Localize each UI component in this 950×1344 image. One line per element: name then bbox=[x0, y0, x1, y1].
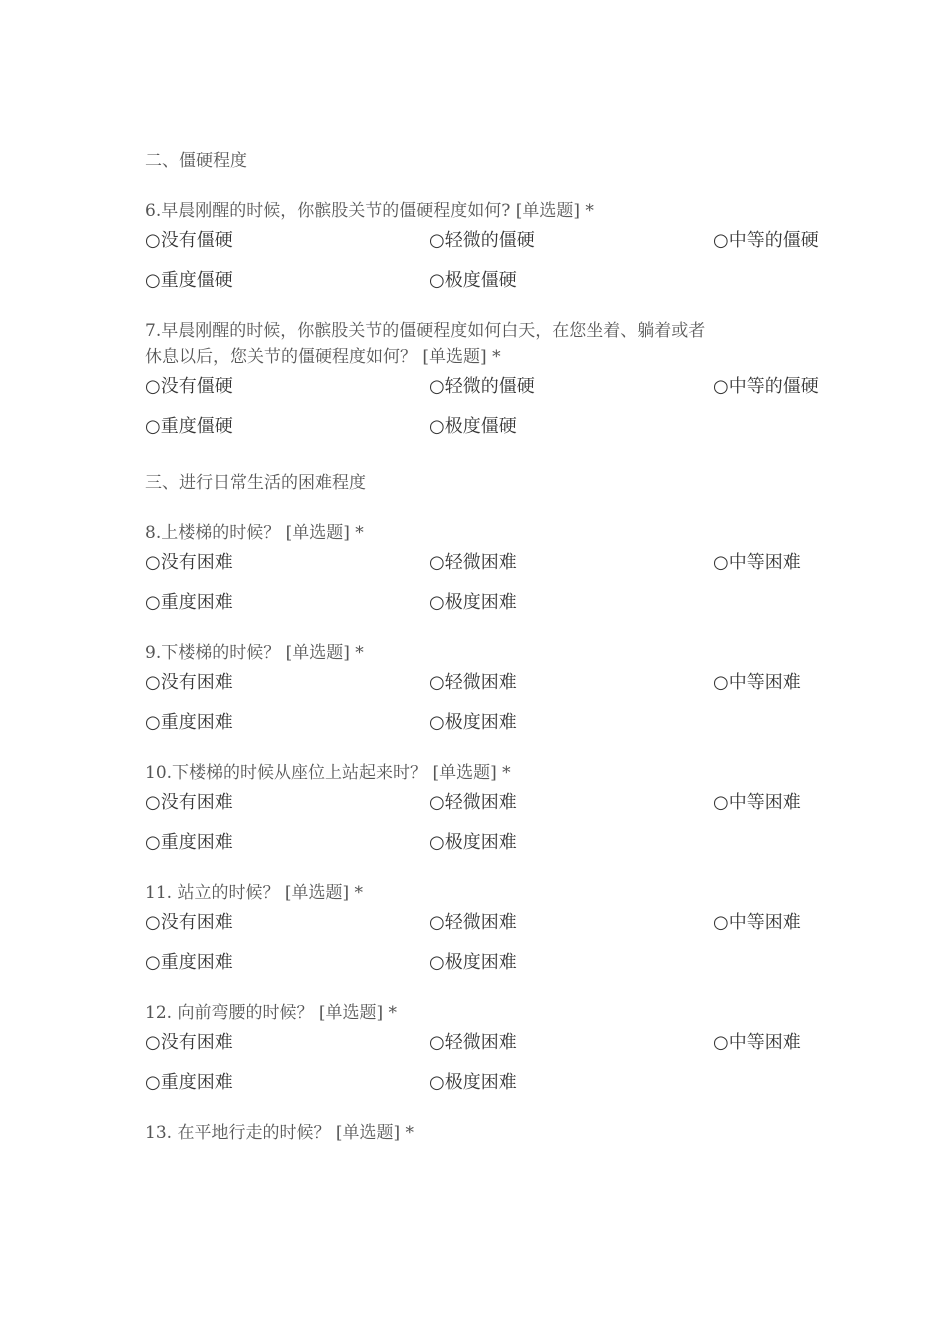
question-9-option[interactable] bbox=[145, 710, 233, 736]
question-11-option-row bbox=[145, 950, 845, 990]
question-12-option[interactable] bbox=[429, 1070, 517, 1096]
question-12-option[interactable] bbox=[145, 1070, 233, 1096]
question-8-option[interactable] bbox=[713, 550, 801, 576]
radio-circle-icon[interactable]: ○ bbox=[429, 376, 445, 397]
radio-circle-icon[interactable]: ○ bbox=[429, 592, 445, 613]
question-10-options bbox=[145, 790, 845, 870]
radio-circle-icon[interactable]: ○ bbox=[713, 672, 729, 693]
question-7-option-row bbox=[145, 374, 845, 414]
radio-circle-icon[interactable]: ○ bbox=[429, 912, 445, 933]
question-12-option[interactable] bbox=[429, 1030, 517, 1056]
option-label: 轻微困难 bbox=[444, 912, 517, 933]
question-12-option[interactable] bbox=[145, 1030, 233, 1056]
radio-circle-icon[interactable]: ○ bbox=[429, 1032, 445, 1053]
question-7-option[interactable] bbox=[429, 414, 517, 440]
question-12-option-row bbox=[145, 1030, 845, 1070]
question-11-options bbox=[145, 910, 845, 990]
radio-circle-icon[interactable]: ○ bbox=[429, 832, 445, 853]
radio-circle-icon[interactable]: ○ bbox=[145, 672, 161, 693]
question-10-option[interactable] bbox=[145, 790, 233, 816]
option-label: 极度困难 bbox=[444, 832, 517, 853]
radio-circle-icon[interactable]: ○ bbox=[429, 712, 445, 733]
option-label: 重度困难 bbox=[160, 592, 233, 613]
radio-circle-icon[interactable]: ○ bbox=[145, 1072, 161, 1093]
question-9-option[interactable] bbox=[713, 670, 801, 696]
radio-circle-icon[interactable]: ○ bbox=[429, 416, 445, 437]
option-label: 没有僵硬 bbox=[160, 230, 233, 251]
question-9-text: 9.下楼梯的时候？ [单选题] * bbox=[145, 643, 364, 663]
radio-circle-icon[interactable]: ○ bbox=[429, 672, 445, 693]
survey-page bbox=[145, 148, 845, 1146]
section-title-difficulty: 三、进行日常生活的困难程度 bbox=[145, 473, 366, 493]
question-9-option-row bbox=[145, 670, 845, 710]
radio-circle-icon[interactable]: ○ bbox=[145, 712, 161, 733]
question-13 bbox=[145, 1120, 845, 1146]
option-label: 没有僵硬 bbox=[160, 376, 233, 397]
question-6-option-row bbox=[145, 268, 845, 308]
question-7-text: 7.早晨刚醒的时候，你髌股关节的僵硬程度如何白天，在您坐着、躺着或者 休息以后，您关节的僵硬程度如何？ [单选题] * bbox=[145, 321, 706, 367]
radio-circle-icon[interactable]: ○ bbox=[713, 792, 729, 813]
question-6-options bbox=[145, 228, 845, 308]
question-11-option[interactable] bbox=[713, 910, 801, 936]
question-7-option[interactable] bbox=[713, 374, 819, 400]
question-12 bbox=[145, 1000, 845, 1110]
question-11-option-row bbox=[145, 910, 845, 950]
radio-circle-icon[interactable]: ○ bbox=[429, 1072, 445, 1093]
question-8-option-row bbox=[145, 590, 845, 630]
radio-circle-icon[interactable]: ○ bbox=[429, 552, 445, 573]
question-6-text: 6.早晨刚醒的时候，你髌股关节的僵硬程度如何? [单选题] * bbox=[145, 201, 594, 221]
question-12-options bbox=[145, 1030, 845, 1110]
radio-circle-icon[interactable]: ○ bbox=[145, 952, 161, 973]
question-8 bbox=[145, 520, 845, 630]
question-9-options bbox=[145, 670, 845, 750]
question-11-option[interactable] bbox=[429, 950, 517, 976]
question-10-option[interactable] bbox=[429, 830, 517, 856]
radio-circle-icon[interactable]: ○ bbox=[145, 1032, 161, 1053]
question-7-option[interactable] bbox=[145, 374, 233, 400]
option-label: 中等困难 bbox=[728, 912, 801, 933]
radio-circle-icon[interactable]: ○ bbox=[145, 912, 161, 933]
question-7-option[interactable] bbox=[429, 374, 535, 400]
option-label: 极度困难 bbox=[444, 712, 517, 733]
question-11-option[interactable] bbox=[145, 950, 233, 976]
radio-circle-icon[interactable]: ○ bbox=[145, 592, 161, 613]
option-label: 中等困难 bbox=[728, 672, 801, 693]
radio-circle-icon[interactable]: ○ bbox=[713, 1032, 729, 1053]
radio-circle-icon[interactable]: ○ bbox=[145, 832, 161, 853]
question-6-option[interactable] bbox=[145, 268, 233, 294]
option-label: 极度困难 bbox=[444, 952, 517, 973]
question-10-option[interactable] bbox=[713, 790, 801, 816]
question-8-option[interactable] bbox=[429, 590, 517, 616]
option-label: 轻微困难 bbox=[444, 792, 517, 813]
radio-circle-icon[interactable]: ○ bbox=[429, 792, 445, 813]
question-12-text: 12. 向前弯腰的时候？ [单选题] * bbox=[145, 1003, 398, 1023]
radio-circle-icon[interactable]: ○ bbox=[429, 952, 445, 973]
question-11-option[interactable] bbox=[145, 910, 233, 936]
radio-circle-icon[interactable]: ○ bbox=[713, 230, 729, 251]
option-label: 中等的僵硬 bbox=[728, 230, 819, 251]
option-label: 中等困难 bbox=[728, 1032, 801, 1053]
option-label: 轻微的僵硬 bbox=[444, 376, 535, 397]
radio-circle-icon[interactable]: ○ bbox=[145, 552, 161, 573]
question-10-option-row bbox=[145, 830, 845, 870]
option-label: 没有困难 bbox=[160, 792, 233, 813]
question-10-option[interactable] bbox=[145, 830, 233, 856]
option-label: 没有困难 bbox=[160, 672, 233, 693]
question-9 bbox=[145, 640, 845, 750]
option-label: 重度困难 bbox=[160, 712, 233, 733]
question-8-options bbox=[145, 550, 845, 630]
question-13-text: 13. 在平地行走的时候？ [单选题] * bbox=[145, 1123, 415, 1143]
question-6-option[interactable] bbox=[713, 228, 819, 254]
question-9-option-row bbox=[145, 710, 845, 750]
question-8-option[interactable] bbox=[145, 590, 233, 616]
question-11-text: 11. 站立的时候？ [单选题] * bbox=[145, 883, 364, 903]
option-label: 轻微困难 bbox=[444, 672, 517, 693]
option-label: 重度僵硬 bbox=[160, 270, 233, 291]
question-12-option-row bbox=[145, 1070, 845, 1110]
radio-circle-icon[interactable]: ○ bbox=[429, 230, 445, 251]
option-label: 极度僵硬 bbox=[444, 270, 517, 291]
option-label: 重度困难 bbox=[160, 952, 233, 973]
question-8-option[interactable] bbox=[429, 550, 517, 576]
question-7 bbox=[145, 318, 845, 454]
option-label: 中等困难 bbox=[728, 552, 801, 573]
option-label: 轻微的僵硬 bbox=[444, 230, 535, 251]
option-label: 重度困难 bbox=[160, 1072, 233, 1093]
option-label: 中等的僵硬 bbox=[728, 376, 819, 397]
radio-circle-icon[interactable]: ○ bbox=[713, 376, 729, 397]
radio-circle-icon[interactable]: ○ bbox=[145, 376, 161, 397]
question-10 bbox=[145, 760, 845, 870]
radio-circle-icon[interactable]: ○ bbox=[145, 230, 161, 251]
question-11 bbox=[145, 880, 845, 990]
option-label: 中等困难 bbox=[728, 792, 801, 813]
question-6-option[interactable] bbox=[429, 228, 535, 254]
radio-circle-icon[interactable]: ○ bbox=[713, 552, 729, 573]
section-title-stiffness: 二、僵硬程度 bbox=[145, 151, 247, 171]
radio-circle-icon[interactable]: ○ bbox=[713, 912, 729, 933]
radio-circle-icon[interactable]: ○ bbox=[145, 270, 161, 291]
option-label: 极度困难 bbox=[444, 592, 517, 613]
question-7-options bbox=[145, 374, 845, 454]
question-7-option[interactable] bbox=[145, 414, 233, 440]
question-9-option[interactable] bbox=[145, 670, 233, 696]
option-label: 没有困难 bbox=[160, 1032, 233, 1053]
option-label: 轻微困难 bbox=[444, 552, 517, 573]
question-10-option[interactable] bbox=[429, 790, 517, 816]
question-9-option[interactable] bbox=[429, 710, 517, 736]
question-6 bbox=[145, 198, 845, 308]
question-8-option-row bbox=[145, 550, 845, 590]
question-7-option-row bbox=[145, 414, 845, 454]
question-12-option[interactable] bbox=[713, 1030, 801, 1056]
question-8-option[interactable] bbox=[145, 550, 233, 576]
option-label: 重度僵硬 bbox=[160, 416, 233, 437]
option-label: 轻微困难 bbox=[444, 1032, 517, 1053]
option-label: 极度僵硬 bbox=[444, 416, 517, 437]
radio-circle-icon[interactable]: ○ bbox=[429, 270, 445, 291]
option-label: 没有困难 bbox=[160, 912, 233, 933]
question-10-option-row bbox=[145, 790, 845, 830]
question-6-option-row bbox=[145, 228, 845, 268]
question-6-option[interactable] bbox=[429, 268, 517, 294]
question-8-text: 8.上楼梯的时候？ [单选题] * bbox=[145, 523, 364, 543]
option-label: 没有困难 bbox=[160, 552, 233, 573]
radio-circle-icon[interactable]: ○ bbox=[145, 416, 161, 437]
option-label: 极度困难 bbox=[444, 1072, 517, 1093]
radio-circle-icon[interactable]: ○ bbox=[145, 792, 161, 813]
question-9-option[interactable] bbox=[429, 670, 517, 696]
question-10-text: 10.下楼梯的时候从座位上站起来时？ [单选题] * bbox=[145, 763, 511, 783]
question-11-option[interactable] bbox=[429, 910, 517, 936]
option-label: 重度困难 bbox=[160, 832, 233, 853]
question-6-option[interactable] bbox=[145, 228, 233, 254]
